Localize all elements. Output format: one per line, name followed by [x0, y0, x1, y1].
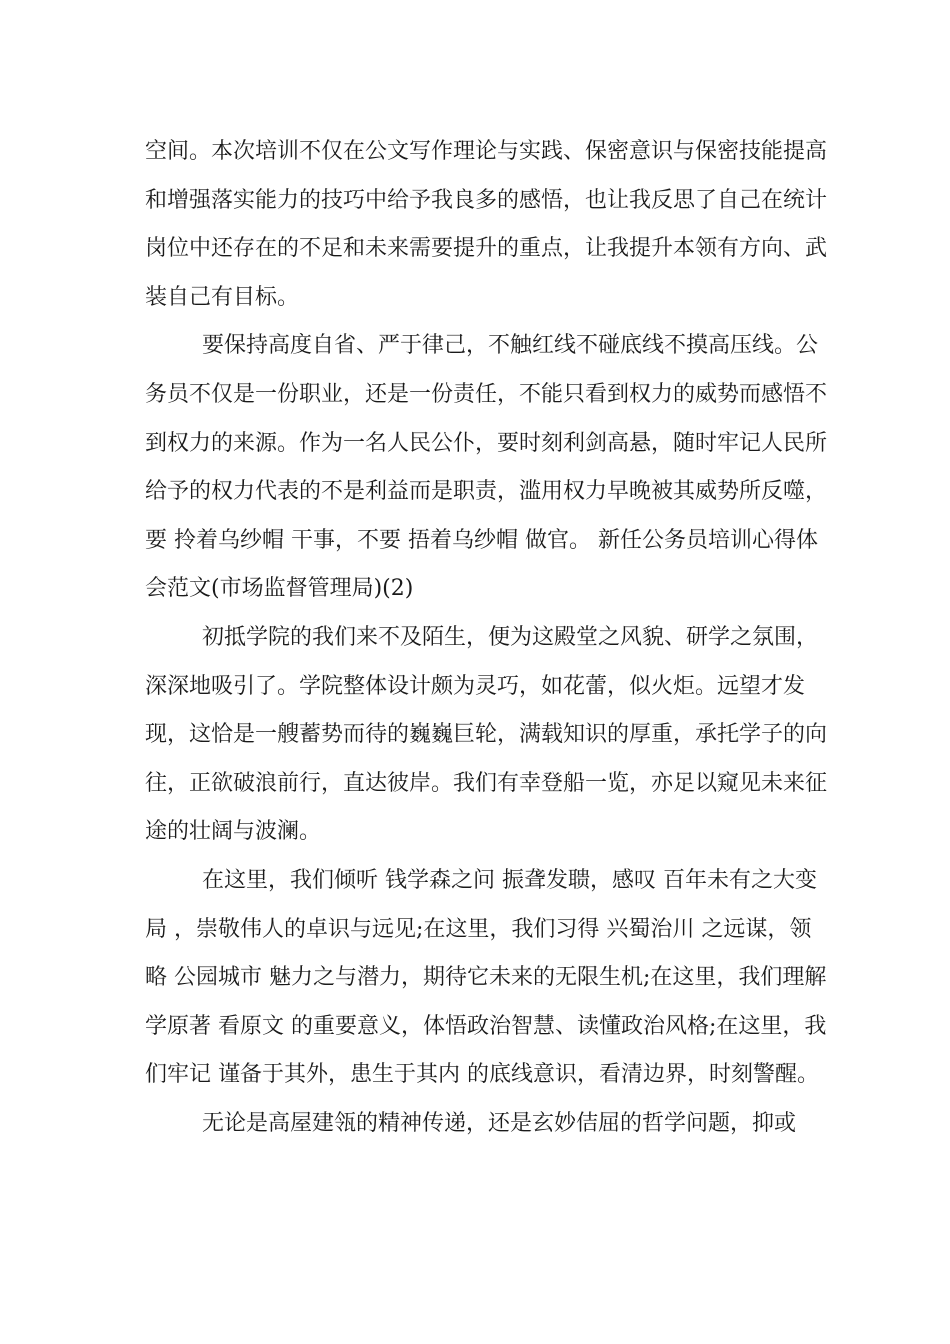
- paragraph-1: 空间。本次培训不仅在公文写作理论与实践、保密意识与保密技能提高和增强落实能力的技巧中给予我良多的感悟，也让我反思了自己在统计岗位中还存在的不足和未来需要提升的重点，让我提升本领有方向、武装自己有目标。: [145, 139, 828, 310]
- paragraph-4: 在这里，我们倾听 钱学森之问 振聋发聩，感叹 百年未有之大变局 ，崇敬伟人的卓识与远见;在这里，我们习得 兴蜀治川 之远谋，领略 公园城市 魅力之与潜力，期待它未来的无限生机;在这里，我们理解 学原著 看原文 的重要意义，体悟政治智慧、读懂政治风格;在这里，我们牢记 谨备于其外，患生于其内 的底线意识，看清边界，时刻警醒。: [145, 867, 834, 1088]
- paragraph-2: 要保持高度自省、严于律己，不触红线不碰底线不摸高压线。公务员不仅是一份职业，还是一份责任，不能只看到权力的威势而感悟不到权力的来源。作为一名人民公仆，要时刻利剑高悬，随时牢记人民所给予的权力代表的不是利益而是职责，滥用权力早晚被其威势所反噬，要 拎着乌纱帽 干事，不要 捂着乌纱帽 做官。 新任公务员培训心得体会范文(市场监督管理局)(2): [145, 333, 828, 602]
- paragraph-3: 初抵学院的我们来不及陌生，便为这殿堂之风貌、研学之氛围，深深地吸引了。学院整体设计颇为灵巧，如花蕾，似火炬。远望才发现，这恰是一艘蓄势而待的巍巍巨轮，满载知识的厚重，承托学子的向往，正欲破浪前行，直达彼岸。我们有幸登船一览，亦足以窥见未来征途的壮阔与波澜。: [145, 624, 828, 845]
- paragraph-5: 无论是高屋建瓴的精神传递，还是玄妙佶屈的哲学问题，抑或: [202, 1110, 797, 1136]
- document-body: [145, 128, 834, 1148]
